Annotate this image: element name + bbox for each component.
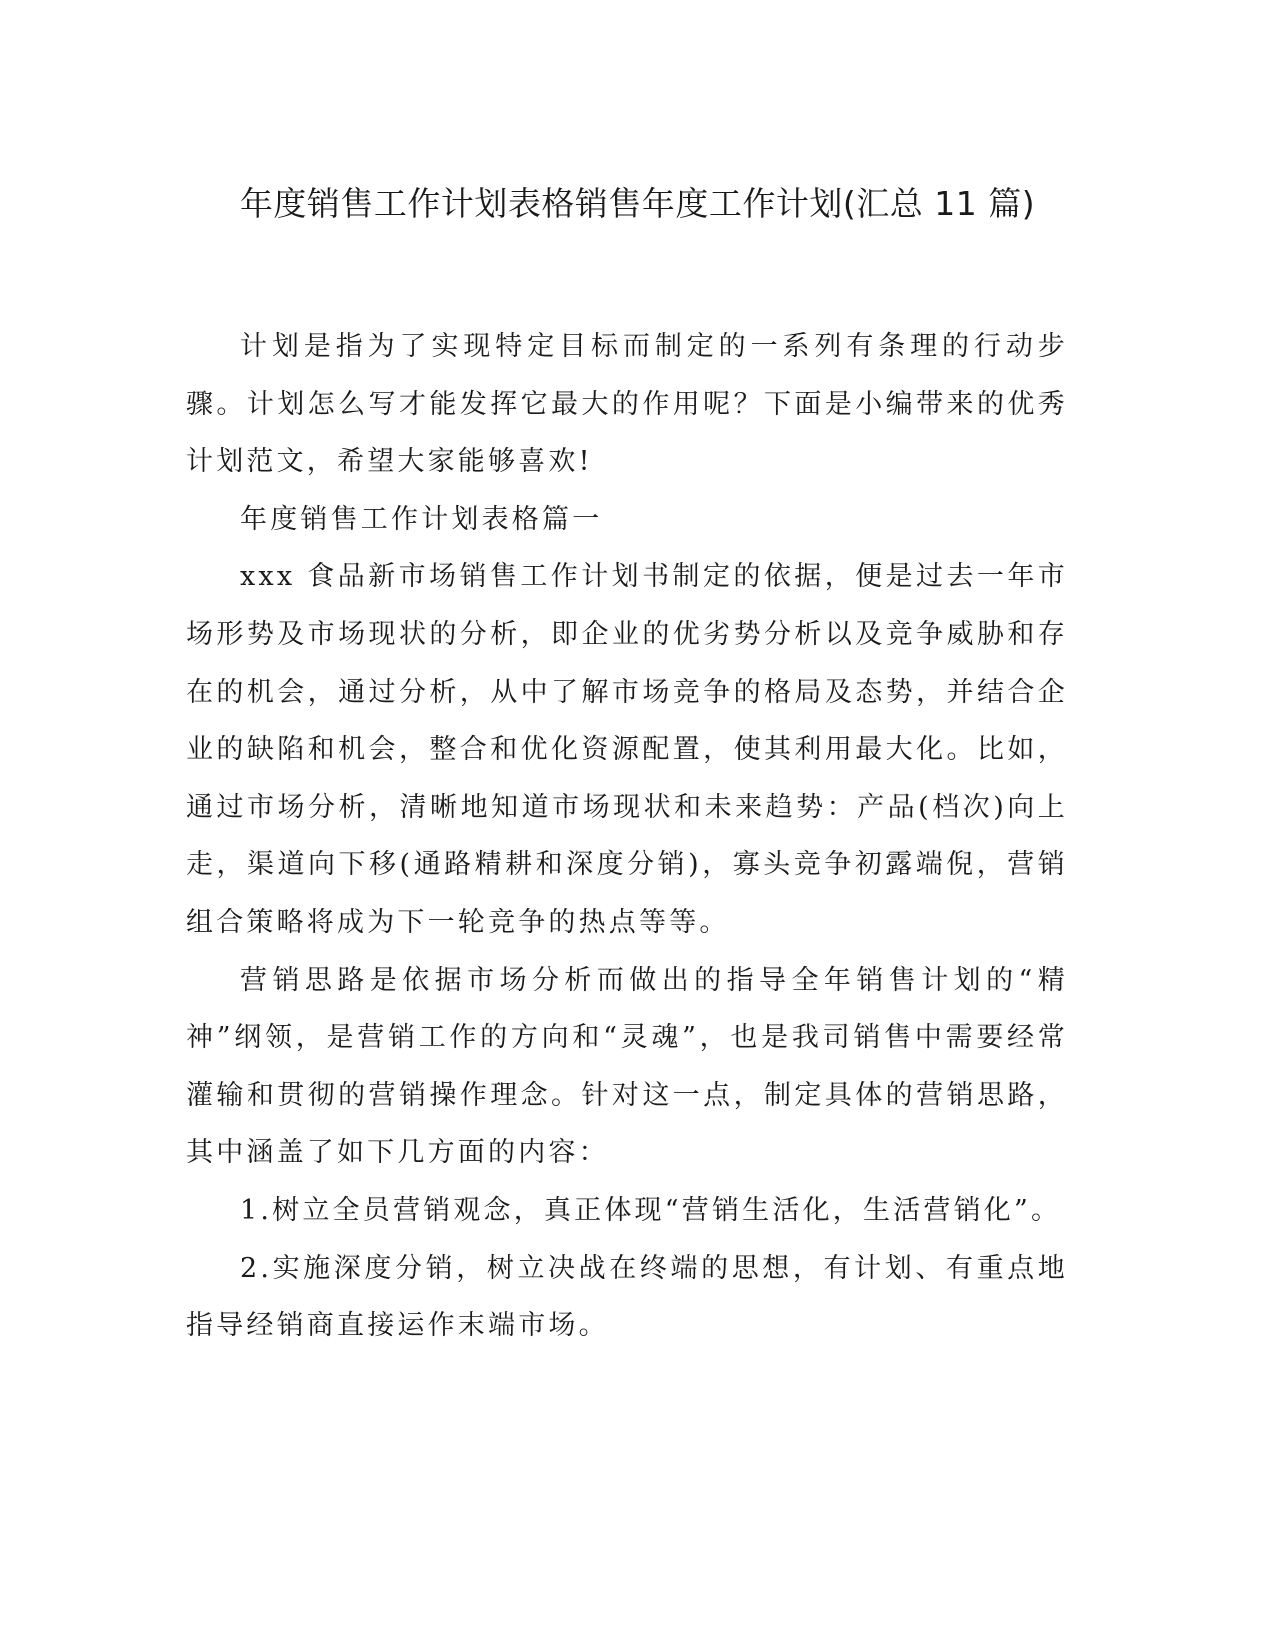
section-heading: 年度销售工作计划表格篇一 [240,503,603,535]
marketing-strategy-paragraph: 营销思路是依据市场分析而做出的指导全年销售计划的“精神”纲领，是营销工作的方向和“灵魂”，也是我司销售中需要经常灌输和贯彻的营销操作理念。针对这一点，制定具体的营销思路，其中涵盖了如下几方面的内容： [186,964,1068,1169]
document-title: 年度销售工作计划表格销售年度工作计划(汇总 11 篇) [239,184,1036,223]
document-body [186,318,1068,1355]
intro-paragraph: 计划是指为了实现特定目标而制定的一系列有条理的行动步骤。计划怎么写才能发挥它最大的作用呢？下面是小编带来的优秀计划范文，希望大家能够喜欢! [186,331,1068,478]
list-item-2: 2.实施深度分销，树立决战在终端的思想，有计划、有重点地指导经销商直接运作末端市场。 [186,1252,1068,1342]
list-item-1: 1.树立全员营销观念，真正体现“营销生活化，生活营销化”。 [240,1194,1062,1226]
market-analysis-paragraph: xxx 食品新市场销售工作计划书制定的依据，便是过去一年市场形势及市场现状的分析，即企业的优劣势分析以及竞争威胁和存在的机会，通过分析，从中了解市场竞争的格局及态势，并结合企业的缺陷和机会，整合和优化资源配置，使其利用最大化。比如，通过市场分析，清晰地知道市场现状和未来趋势：产品(档次)向上走，渠道向下移(通路精耕和深度分销)，寡头竞争初露端倪，营销组合策略将成为下一轮竞争的热点等等。 [186,561,1068,938]
